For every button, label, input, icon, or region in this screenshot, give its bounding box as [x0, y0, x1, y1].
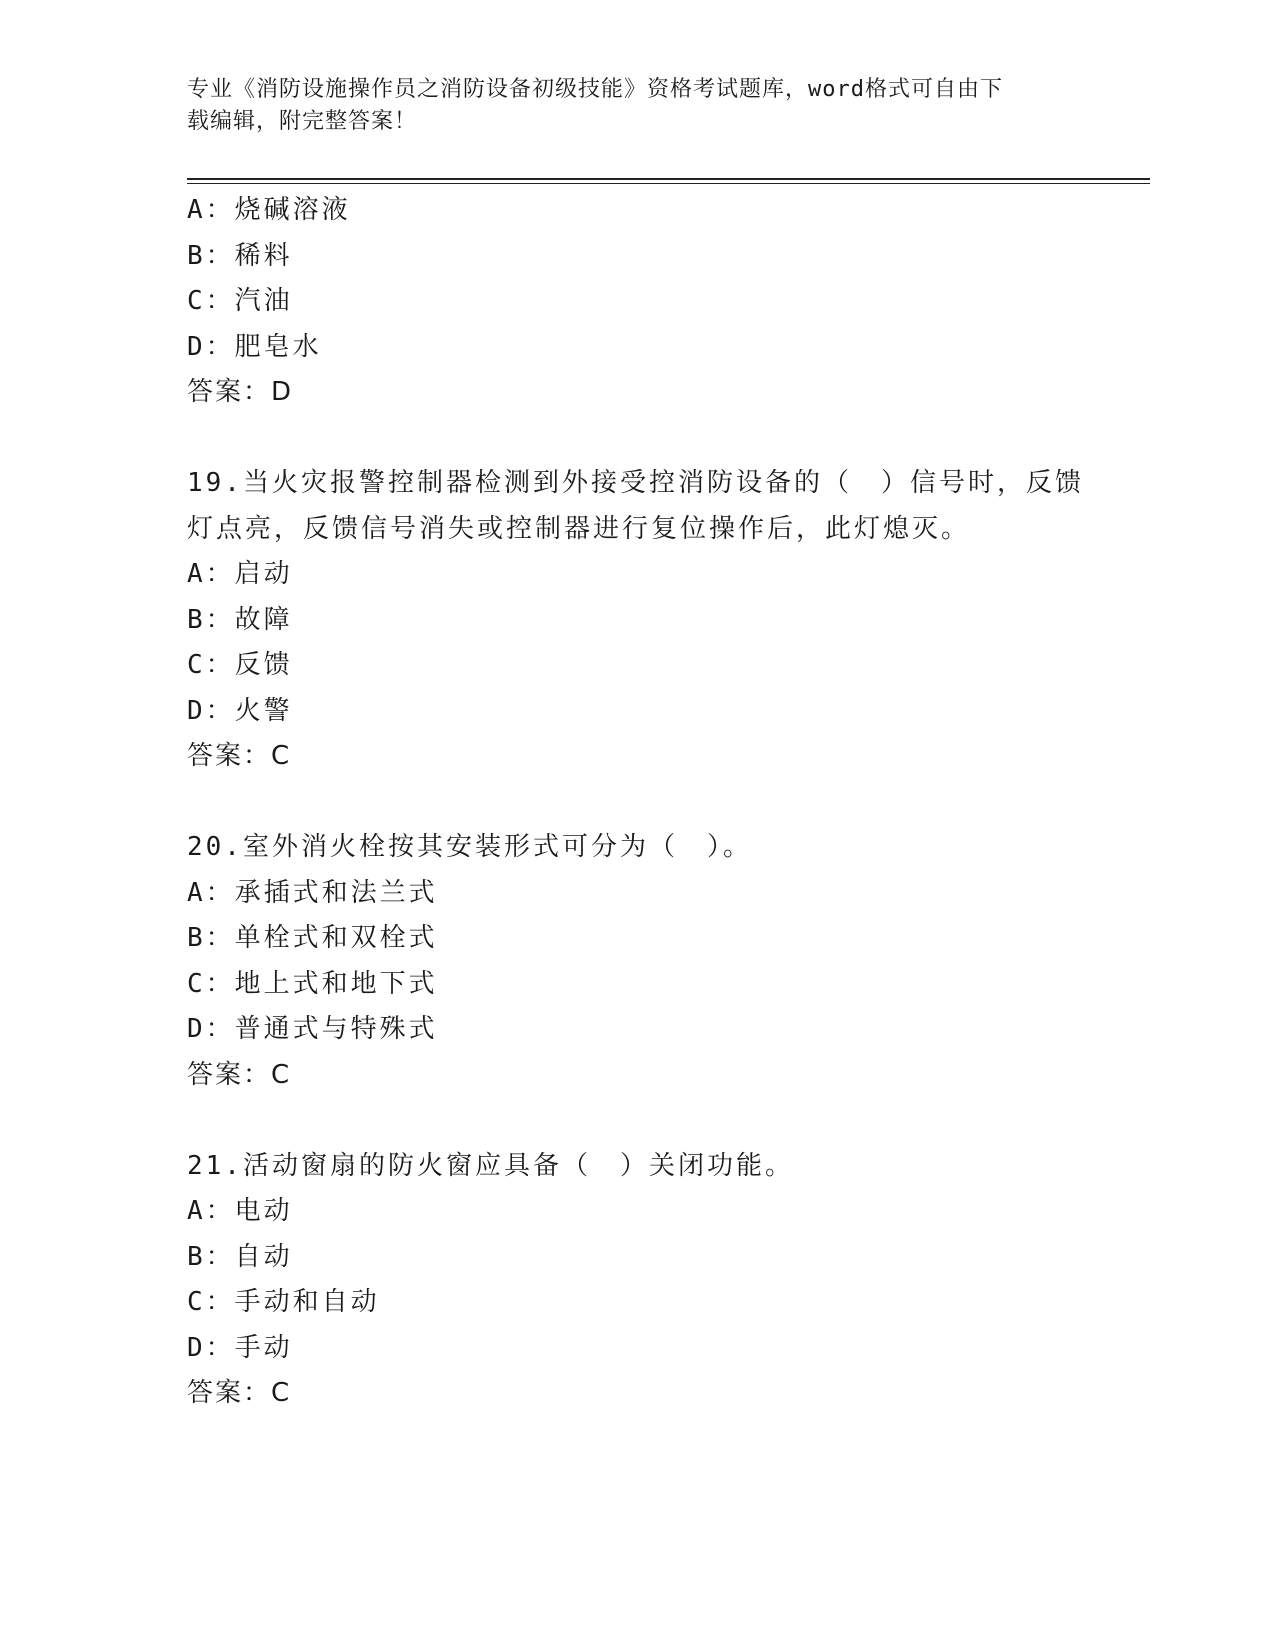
- q19-option-c: C：反馈: [187, 650, 293, 680]
- question-20-block: [187, 825, 1087, 1098]
- q19-option-a: A：启动: [187, 559, 293, 589]
- q18-option-a: A：烧碱溶液: [187, 195, 351, 225]
- spacer: [187, 780, 1087, 826]
- spacer: [187, 1098, 1087, 1144]
- q20-stem-line-1: 20.室外消火栓按其安装形式可分为（ ）。: [187, 832, 752, 862]
- q18-option-d: D：肥皂水: [187, 331, 322, 362]
- q21-option-d: D：手动: [187, 1332, 293, 1363]
- question-18-block: [187, 188, 1087, 416]
- header-divider-thin: [187, 183, 1150, 184]
- q19-option-b: B：故障: [187, 604, 293, 635]
- q18-option-b: B：稀料: [187, 240, 293, 271]
- question-list: [187, 188, 1087, 1417]
- question-19-block: [187, 461, 1087, 780]
- q21-answer: 答案：C: [187, 1378, 292, 1408]
- header-line-2: 载编辑，附完整答案！: [187, 109, 418, 134]
- q20-answer: 答案：C: [187, 1059, 292, 1090]
- q21-stem-line-1: 21.活动窗扇的防火窗应具备（ ）关闭功能。: [187, 1150, 794, 1181]
- q21-option-a: A：电动: [187, 1196, 293, 1226]
- spacer: [187, 416, 1087, 462]
- header-divider-thick: [187, 178, 1150, 180]
- q20-option-d: D：普通式与特殊式: [187, 1014, 438, 1044]
- q18-option-c: C：汽油: [187, 286, 293, 316]
- question-21-block: [187, 1144, 1087, 1417]
- q20-option-b: B：单栓式和双栓式: [187, 923, 438, 953]
- header-line-1: 专业《消防设施操作员之消防设备初级技能》资格考试题库，word格式可自由下: [187, 77, 1003, 102]
- q18-answer: 答案：D: [187, 377, 294, 407]
- q20-option-c: C：地上式和地下式: [187, 968, 438, 999]
- q20-option-a: A：承插式和法兰式: [187, 877, 438, 908]
- q21-option-c: C：手动和自动: [187, 1287, 380, 1317]
- q19-stem-line-2: 灯点亮，反馈信号消失或控制器进行复位操作后，此灯熄灭。: [187, 513, 971, 544]
- q19-option-d: D：火警: [187, 695, 293, 726]
- q19-answer: 答案：C: [187, 741, 292, 771]
- q19-stem-line-1: 19.当火灾报警控制器检测到外接受控消防设备的（ ）信号时，反馈: [187, 468, 1084, 498]
- page-header: [187, 74, 1067, 138]
- q21-option-b: B：自动: [187, 1241, 293, 1272]
